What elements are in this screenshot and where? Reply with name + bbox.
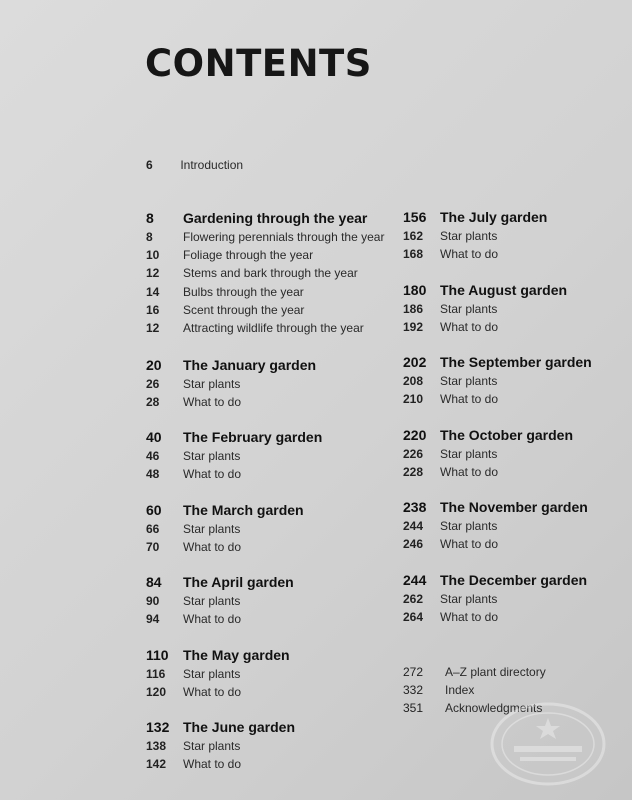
entry-label: Star plants xyxy=(183,594,241,608)
section-title: The December garden xyxy=(440,572,588,588)
entry-page-number: 262 xyxy=(403,592,424,606)
entry-page-number: 90 xyxy=(146,594,160,608)
entry-page-number: 10 xyxy=(146,248,160,263)
section-title: The March garden xyxy=(183,502,304,518)
entry-label: Scent through the year xyxy=(183,302,305,317)
page-title: CONTENTS xyxy=(145,42,372,85)
entry-label: Acknowledgments xyxy=(445,701,543,716)
section-title: The October garden xyxy=(440,427,574,443)
section-title: Gardening through the year xyxy=(183,210,368,226)
section-page-number: 238 xyxy=(403,499,427,515)
watermark-stamp-icon xyxy=(488,700,608,788)
entry-label: Star plants xyxy=(183,522,241,536)
entry-page-number: 272 xyxy=(403,665,424,679)
section-page-number: 60 xyxy=(146,502,162,518)
section-october xyxy=(403,425,573,481)
section-september xyxy=(403,352,592,408)
entry-page-number: 351 xyxy=(403,701,424,716)
section-july xyxy=(403,207,547,263)
entry-label: Star plants xyxy=(440,374,498,388)
intro-label: Introduction xyxy=(180,158,244,172)
entry-page-number: 94 xyxy=(146,612,160,627)
section-title: The November garden xyxy=(440,499,588,515)
section-november xyxy=(403,497,588,553)
section-august xyxy=(403,280,567,336)
entry-page-number: 186 xyxy=(403,302,424,316)
section-page-number: 156 xyxy=(403,209,427,225)
section-may xyxy=(146,645,290,701)
entry-page-number: 14 xyxy=(146,284,160,299)
entry-page-number: 12 xyxy=(146,266,160,281)
entry-label: Star plants xyxy=(440,519,498,533)
entry-label: Stems and bark through the year xyxy=(183,266,358,281)
section-page-number: 180 xyxy=(403,282,427,298)
entry-label: Flowering perennials through the year xyxy=(183,230,385,244)
section-page-number: 84 xyxy=(146,574,162,590)
entry-page-number: 70 xyxy=(146,540,160,555)
intro-entry xyxy=(146,158,243,172)
entry-label: What to do xyxy=(440,247,499,262)
intro-page-number: 6 xyxy=(146,158,153,172)
entry-page-number: 12 xyxy=(146,320,160,335)
section-page-number: 132 xyxy=(146,719,170,735)
entry-page-number: 162 xyxy=(403,229,424,243)
entry-page-number: 228 xyxy=(403,465,424,480)
entry-label: What to do xyxy=(183,395,242,410)
entry-label: What to do xyxy=(183,685,242,700)
entry-label: Star plants xyxy=(183,449,241,463)
section-january xyxy=(146,355,316,411)
entry-label: What to do xyxy=(440,320,499,335)
entry-page-number: 46 xyxy=(146,449,160,463)
section-title: The June garden xyxy=(183,719,296,735)
section-title: The September garden xyxy=(440,354,592,370)
entry-page-number: 192 xyxy=(403,320,424,335)
entry-label: Star plants xyxy=(440,592,498,606)
entry-page-number: 168 xyxy=(403,247,424,262)
entry-page-number: 226 xyxy=(403,447,424,461)
entry-label: What to do xyxy=(183,467,242,482)
entry-page-number: 332 xyxy=(403,683,424,698)
entry-label: Index xyxy=(445,683,475,698)
entry-label: Star plants xyxy=(440,447,498,461)
entry-page-number: 66 xyxy=(146,522,160,536)
section-march xyxy=(146,500,304,556)
entry-page-number: 26 xyxy=(146,377,160,391)
section-april xyxy=(146,572,294,628)
entry-page-number: 264 xyxy=(403,610,424,625)
entry-label: Star plants xyxy=(183,739,241,753)
section-june xyxy=(146,717,295,773)
entry-label: Foliage through the year xyxy=(183,248,314,263)
section-page-number: 8 xyxy=(146,210,154,226)
entry-page-number: 120 xyxy=(146,685,167,700)
section-title: The May garden xyxy=(183,647,290,663)
section-title: The February garden xyxy=(183,429,323,445)
entry-label: Star plants xyxy=(440,302,498,316)
section-gardening-through-year xyxy=(146,208,384,337)
section-february xyxy=(146,427,322,483)
section-title: The August garden xyxy=(440,282,568,298)
section-title: The April garden xyxy=(183,574,294,590)
entry-label: What to do xyxy=(183,612,242,627)
entry-page-number: 16 xyxy=(146,302,160,317)
entry-label: Star plants xyxy=(183,667,241,681)
entry-page-number: 116 xyxy=(146,667,166,681)
section-page-number: 40 xyxy=(146,429,162,445)
section-title: The January garden xyxy=(183,357,317,373)
entry-page-number: 246 xyxy=(403,537,424,552)
entry-label: What to do xyxy=(440,465,499,480)
section-title: The July garden xyxy=(440,209,548,225)
section-page-number: 20 xyxy=(146,357,162,373)
section-page-number: 202 xyxy=(403,354,427,370)
entry-label: Bulbs through the year xyxy=(183,284,304,299)
entry-label: What to do xyxy=(183,757,242,772)
entry-page-number: 142 xyxy=(146,757,167,772)
entry-page-number: 208 xyxy=(403,374,424,388)
section-page-number: 244 xyxy=(403,572,427,588)
entry-page-number: 210 xyxy=(403,392,424,407)
section-page-number: 110 xyxy=(146,647,169,663)
entry-label: What to do xyxy=(440,392,499,407)
entry-label: What to do xyxy=(440,537,499,552)
section-december xyxy=(403,570,587,626)
section-page-number: 220 xyxy=(403,427,427,443)
entry-label: What to do xyxy=(440,610,499,625)
entry-page-number: 8 xyxy=(146,230,153,244)
entry-label: A–Z plant directory xyxy=(445,665,546,679)
entry-page-number: 244 xyxy=(403,519,424,533)
entry-page-number: 138 xyxy=(146,739,167,753)
entry-label: Star plants xyxy=(440,229,498,243)
entry-page-number: 28 xyxy=(146,395,160,410)
entry-label: What to do xyxy=(183,540,242,555)
entry-page-number: 48 xyxy=(146,467,160,482)
entry-label: Attracting wildlife through the year xyxy=(183,320,364,335)
entry-label: Star plants xyxy=(183,377,241,391)
